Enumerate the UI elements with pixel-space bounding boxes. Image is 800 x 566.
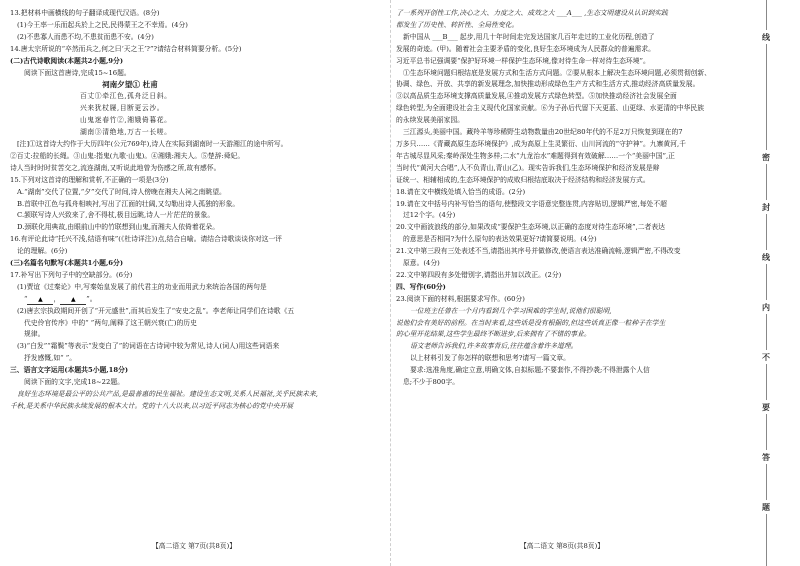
page-footer-left: 【高二语文 第7页(共8页)】: [151, 542, 237, 550]
passage-line-10: ③以高品质生态环境支撑高质量发展,④推动发展方式绿色转型。⑤加快推动经济社会发展全面: [396, 92, 677, 101]
poetry-instruction: 阅读下面这首唐诗,完成15~16题。: [24, 68, 131, 77]
seal-char: 线: [759, 30, 773, 44]
material-line-1: 一位班主任曾在一个月内看到几个学习困难的学生时,说他们很聪明,: [410, 306, 612, 315]
q17-item-2-cont: 代史伶官传序》中的“ ”两句,阐释了这王朝兴衰(亡)的历史: [24, 318, 197, 327]
material-line-3: 的心里开花结果,这些学生最终不断进步,后来拥有了不错的事业。: [396, 330, 591, 339]
seal-char: 要: [759, 400, 773, 414]
seal-char: 答: [759, 450, 773, 464]
q17-item-3: (3)“白发”“霜鬓”等表示“发变白了”的词语在古诗词中较为常见,诗人(词人)用这些词语来: [17, 342, 280, 351]
answer-blank[interactable]: [27, 295, 53, 305]
q17-item-2-end: 规律。: [24, 330, 45, 339]
writing-requirements: 要求:选准角度,确定立意,明确文体,自拟标题;不要套作,不得抄袭;不得泄露个人信: [410, 366, 650, 375]
page-left: [0, 0, 388, 566]
seal-char: 封: [759, 200, 773, 214]
page-divider: [390, 0, 391, 566]
seal-char: 题: [759, 500, 773, 514]
q15-stem: 15.下列对这首诗的理解和赏析,不正确的一项是(3分): [10, 175, 169, 184]
q15-option-a: A.“湖南”交代了位置,“夕”交代了时间,诗人傍晚在湘夫人祠之南眺望。: [17, 187, 226, 196]
q13-stem: 13.把材料中画横线的句子翻译成现代汉语。(8分): [10, 9, 160, 17]
seal-line: [766, 0, 767, 566]
q20-stem: 20.文中画波浪线的部分,如果改成“要保护生态环境,以正确的态度对待生态环境”,二者表达: [396, 223, 665, 232]
passage-line-6: 发展的奇迹。(甲)。随着社会主要矛盾的变化,良好生态环境成为人民群众的普遍需求。: [396, 44, 655, 53]
q23-stem: 23.阅读下面的材料,根据要求写作。(60分): [396, 294, 525, 303]
passage-line-15: 年古城尽显风采;秦岭深处生物多样;二水“九龙治水”难题得到有效破解……一个“美丽中国”,正: [396, 151, 675, 160]
poem-line-3: 山鬼迷春竹②,湘娥倚暮花。: [80, 116, 172, 125]
q19-stem: 19.请在文中括号内补写恰当的语句,使整段文字语意完整连贯,内容贴切,逻辑严密,每处不超: [396, 199, 667, 208]
poem-note-2: ②百丈:拉船的长绳。③山鬼:指鬼(九歌·山鬼)。④湘娥:湘夫人。⑤楚辞:舜妃。: [10, 151, 245, 160]
passage-line-9: 协调、绿色、开放、共享的新发展理念,加快推动形成绿色生产方式和生活方式,推动经济高质量发展。: [396, 80, 700, 89]
passage-line-11: 绿色转型,为全面建设社会主义现代化国家贡献。⑥为子孙后代留下天更蓝、山更绿、水更清的中华民族: [396, 104, 705, 113]
q14-stem: 14.唐太宗所说的“卒然而兵之,何之曰‘天之王’?”?请结合材料简要分析。(5分): [10, 44, 242, 53]
material-line-2: 说他们会有美好的前程。在当时来看,这些话是没有根据的,但这些话真正像一粒种子在学生: [396, 318, 666, 327]
poem-note-3: 诗人当时时时贫苦交之,流连湖南,又听说此地曾为伤感之所,故有感怀。: [10, 163, 221, 172]
q17-blank-1: “ ▲ ， ▲ ”。: [24, 294, 97, 303]
q21-stem-cont: 原意。(4分): [403, 259, 440, 268]
passage-line-13: 三江源头,美丽中国。藏羚羊等珍稀野生动物数量由20世纪80年代的不足2万只恢复到现在的7: [403, 128, 683, 137]
poem-line-2: 兴来犹杖屦,目断更云沙。: [80, 104, 165, 113]
passage-line-14: 万多只……《青藏高原生态环境保护》,成为高原上生灵繁衍、山川河流的“守护神”。九寨黄河,千: [396, 139, 686, 148]
passage-line-17: 证统一、相辅相成的,生态环境保护的成败归根结底取决于经济结构和经济发展方式。: [396, 175, 650, 184]
answer-blank[interactable]: [60, 295, 86, 305]
q20-stem-cont: 的意思是否相同?为什么原句的表达效果更好?请简要说明。(4分): [403, 235, 597, 244]
q15-option-c: C.颔联写诗人兴致来了,舍不得杖,极目远眺,诗人一片茫茫的景象。: [17, 211, 215, 220]
writing-prompt: 以上材料引发了你怎样的联想和思考?请写一篇文章。: [410, 354, 570, 363]
q16-stem-cont: 论的理解。(6分): [17, 247, 68, 256]
passage-line-3: 了一系列开创性工作,决心之大、力度之大、成效之大 ___A___ ,生态文明建设从认识到实践: [396, 9, 668, 17]
triangle-mark-icon: ▲: [38, 295, 43, 303]
q13-item-2: (2)不患寡人而患不均,不患贫而患不安。(4分): [17, 32, 154, 41]
passage-line-5: 新中国从 ___B___ 起步,用几十年时间走完发达国家几百年走过的工业化历程,创造了: [403, 32, 655, 41]
triangle-mark-icon: ▲: [70, 295, 76, 303]
q17-stem: 17.补写出下列句子中的空缺部分。(6分): [10, 270, 133, 279]
passage-line-16: 当时代“黄河大合唱”,人不负青山,青山(乙)。现实告诉我们,生态环境保护和经济发展是辩: [396, 163, 660, 172]
seal-char: 密: [759, 150, 773, 164]
section-writing-heading: 四、写作(60分): [396, 282, 446, 291]
q17-item-1: (1)贾谊《过秦论》中,写秦始皇发展了前代君主的功业而用武力来统治各国的两句是: [17, 282, 267, 291]
language-instruction: 阅读下面的文字,完成18~22题。: [24, 378, 124, 387]
q22-stem: 22.文中第四段有多处错别字,请指出并加以改正。(2分): [396, 270, 562, 279]
poem-line-1: 百丈①牵江色,孤舟泛日斜。: [80, 92, 172, 101]
passage-line-4: 都发生了历史性、转折性、全局性变化。: [396, 20, 519, 29]
passage-line-2: 千秋,是关系中华民族永续发展的根本大计。党的十八大以来,以习近平同志为核心的党中央开展: [10, 401, 293, 410]
q19-stem-cont: 过12个字。(4分): [403, 211, 456, 220]
seal-char: 内: [759, 300, 773, 314]
passage-line-7: 习近平总书记强调要“保护好环境一样保护生态环境,像对待生命一样对待生态环境”。: [396, 56, 650, 65]
writing-requirements-cont: 息;不少于800字。: [403, 378, 460, 387]
passage-line-1: 良好生态环境是最公平的公共产品,是最普惠的民生福祉。建设生态文明,关系人民福祉,关乎民族未来,: [17, 390, 318, 398]
page-right: [392, 0, 732, 566]
q18-stem: 18.请在文中横线处填入恰当的成语。(2分): [396, 187, 526, 196]
q16-stem: 16.有评论此诗“托兴不浅,结语有味”(《杜诗详注》)点,结合自喻。请结合诗歌谈谈你对这一评: [10, 235, 283, 244]
page-footer-right: 【高二语文 第8页(共8页)】: [519, 542, 605, 550]
q13-item-1: (1)今王率一乐而起兵於上之民,民得蒙王之不幸焉。(4分): [17, 20, 188, 29]
q15-option-b: B.首联中江色与孤舟相映衬,写出了江面的壮阔,又勾勒出诗人孤独的形象。: [17, 199, 240, 208]
page-left-text: [10, 8, 388, 413]
page-right-text: [396, 8, 732, 389]
q21-stem: 21.文中第三段有三处表述不当,请指出其序号并做修改,使语言表达准确流畅,逻辑严密,不得改变: [396, 247, 681, 256]
material-line-4: 语文老师告诉我们,许多故事背后,往往蕴含着许多道理。: [410, 342, 578, 351]
q17-item-2: (2)唐玄宗执政期间开创了“开元盛世”,而其后发生了“安史之乱”。李老师让同学们在诗歌《五: [17, 306, 295, 315]
binding-seal-strip: [736, 0, 800, 566]
passage-line-12: 的永续发展美丽家园。: [396, 116, 464, 125]
section-language-heading: 三、语言文字运用(本题共5小题,18分): [10, 366, 129, 375]
seal-char: 不: [759, 350, 773, 364]
poem-title: 祠南夕望① 杜甫: [102, 80, 158, 90]
section-dictation-heading: (三)名篇名句默写(本题共1小题,6分): [10, 259, 124, 268]
passage-line-8: ①生态环境问题归根结底是发展方式和生活方式问题。②要从根本上解决生态环境问题,必须贯彻创新、: [403, 68, 712, 77]
seal-char: 线: [759, 250, 773, 264]
poem-line-4: 湖南③清绝地,万古一长嗟。: [80, 128, 172, 137]
section-poetry-heading: (二)古代诗歌阅读(本题共2小题,9分): [10, 56, 124, 65]
q17-item-3-cont: 抒发感慨,如“ ”。: [24, 354, 77, 363]
q15-option-d: D.颈联化用典故,由眼前山中的竹联想到山鬼,而湘夫人依倚着花朵。: [17, 223, 220, 232]
poem-note-1: [注]①这首诗大约作于大历四年(公元769年),诗人在实际到湖南时一天游湘江的途中所写。: [17, 139, 288, 148]
